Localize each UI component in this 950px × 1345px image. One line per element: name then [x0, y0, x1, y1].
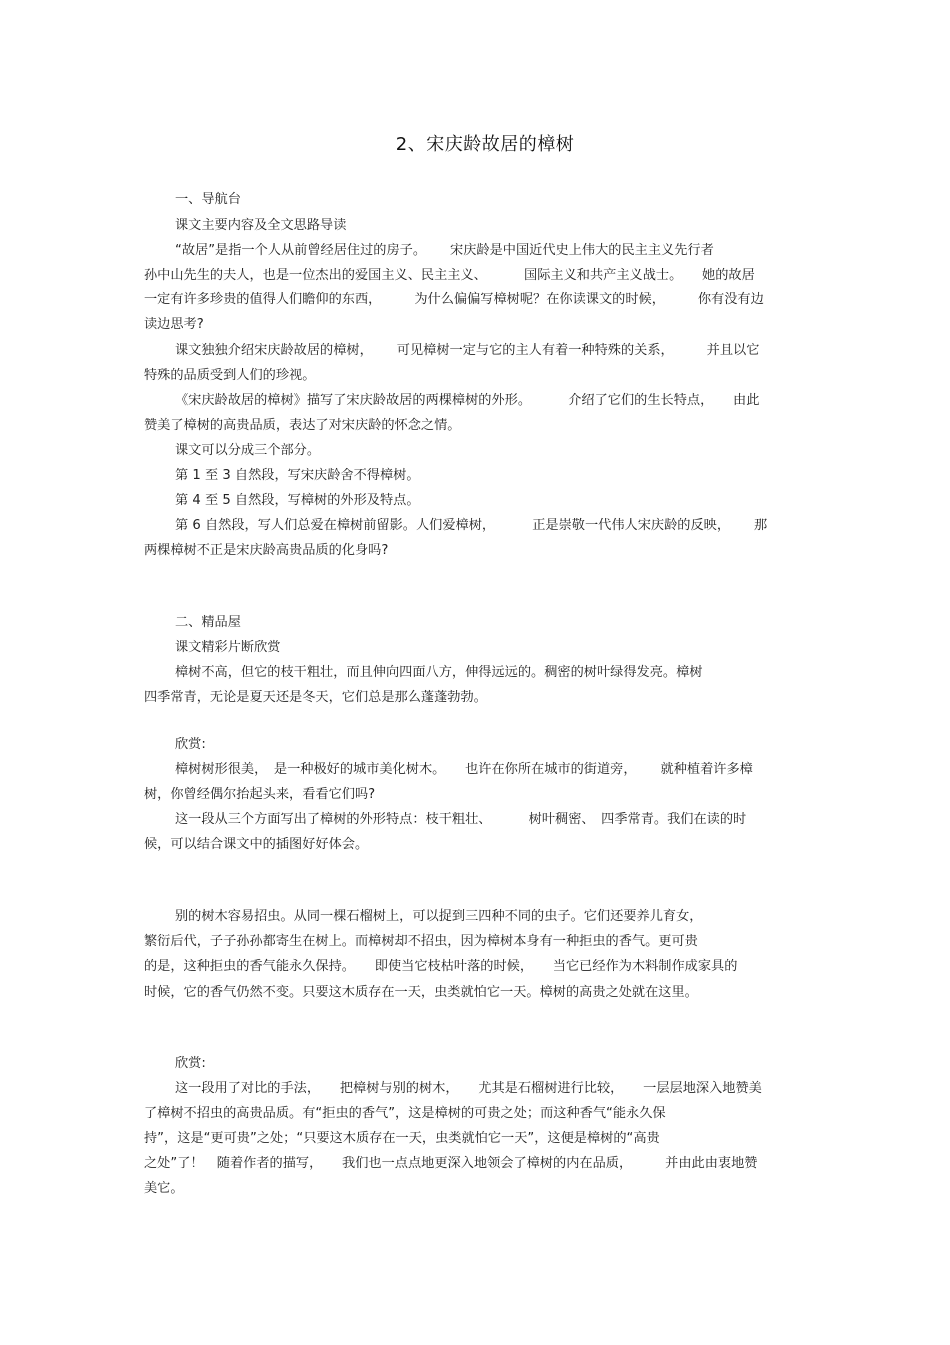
excerpt-line: 四季常青，无论是夏天还是冬天，它们总是那么蓬蓬勃勃。: [144, 690, 487, 705]
paragraph-line: 第 4 至 5 自然段，写樟树的外形及特点。: [175, 493, 420, 508]
paragraph-line: 这一段从三个方面写出了樟树的外形特点：枝干粗壮、 树叶稠密、 四季常青。我们在读的时: [175, 812, 747, 827]
section-subheading-excerpts: 课文精彩片断欣赏: [175, 640, 281, 655]
excerpt-line: 的是，这种拒虫的香气能永久保持。 即使当它枝枯叶落的时候， 当它已经作为木料制作成家具的: [144, 959, 738, 974]
paragraph-line: 第 1 至 3 自然段，写宋庆龄舍不得樟树。: [175, 468, 420, 483]
paragraph-line: 美它。: [144, 1181, 184, 1196]
paragraph-line: 《宋庆龄故居的樟树》描写了宋庆龄故居的两棵樟树的外形。 介绍了它们的生长特点， 由此: [175, 393, 760, 408]
paragraph-line: 两棵樟树不正是宋庆龄高贵品质的化身吗?: [144, 543, 389, 558]
paragraph-line: 持”，这是“更可贵”之处；“只要这木质存在一天，虫类就怕它一天”，这便是樟树的“高贵: [144, 1131, 660, 1146]
excerpt-line: 别的树木容易招虫。从同一棵石榴树上，可以捉到三四种不同的虫子。它们还要养儿育女，: [175, 909, 703, 924]
excerpt-line: 樟树不高，但它的枝干粗壮，而且伸向四面八方，伸得远远的。稠密的树叶绿得发亮。樟树: [175, 665, 703, 680]
paragraph-line: “故居”是指一个人从前曾经居住过的房子。 宋庆龄是中国近代史上伟大的民主主义先行者: [175, 243, 714, 258]
paragraph-line: 赞美了樟树的高贵品质，表达了对宋庆龄的怀念之情。: [144, 418, 461, 433]
document-title: 2、宋庆龄故居的樟树: [395, 134, 575, 155]
paragraph-line: 候，可以结合课文中的插图好好体会。: [144, 837, 369, 852]
paragraph-line: 之处”了！ 随着作者的描写， 我们也一点点地更深入地领会了樟树的内在品质， 并由此由衷地赞: [144, 1156, 758, 1171]
paragraph-line: 一定有许多珍贵的值得人们瞻仰的东西， 为什么偏偏写樟树呢？在你读课文的时候， 你有没有边: [144, 292, 764, 307]
paragraph-line: 第 6 自然段，写人们总爱在樟树前留影。人们爱樟树， 正是崇敬一代伟人宋庆龄的反映， 那: [175, 518, 768, 533]
appreciation-label: 欣赏:: [175, 1056, 206, 1071]
paragraph-line: 孙中山先生的夫人，也是一位杰出的爱国主义、民主主义、 国际主义和共产主义战士。 她的故居: [144, 268, 755, 283]
section-heading-showcase: 二、精品屋: [175, 615, 241, 630]
paragraph-line: 特殊的品质受到人们的珍视。: [144, 368, 316, 383]
paragraph-line: 这一段用了对比的手法， 把樟树与别的树木， 尤其是石榴树进行比较， 一层层地深入地赞美: [175, 1081, 762, 1096]
paragraph-line: 树，你曾经偶尔抬起头来，看看它们吗?: [144, 787, 376, 802]
appreciation-label: 欣赏:: [175, 737, 206, 752]
section-heading-navigation: 一、导航台: [175, 192, 241, 207]
excerpt-line: 时候，它的香气仍然不变。只要这木质存在一天，虫类就怕它一天。樟树的高贵之处就在这里。: [144, 985, 698, 1000]
paragraph-line: 了樟树不招虫的高贵品质。有“拒虫的香气”，这是樟树的可贵之处；而这种香气“能永久保: [144, 1106, 666, 1121]
paragraph-line: 课文可以分成三个部分。: [175, 443, 321, 458]
section-subheading-summary: 课文主要内容及全文思路导读: [175, 218, 347, 233]
paragraph-line: 读边思考?: [144, 317, 204, 332]
paragraph-line: 樟树树形很美， 是一种极好的城市美化树木。 也许在你所在城市的街道旁， 就种植着许多樟: [175, 762, 753, 777]
excerpt-line: 繁衍后代，子子孙孙都寄生在树上。而樟树却不招虫，因为樟树本身有一种拒虫的香气。更可贵: [144, 934, 698, 949]
paragraph-line: 课文独独介绍宋庆龄故居的樟树， 可见樟树一定与它的主人有着一种特殊的关系， 并且以它: [175, 343, 760, 358]
